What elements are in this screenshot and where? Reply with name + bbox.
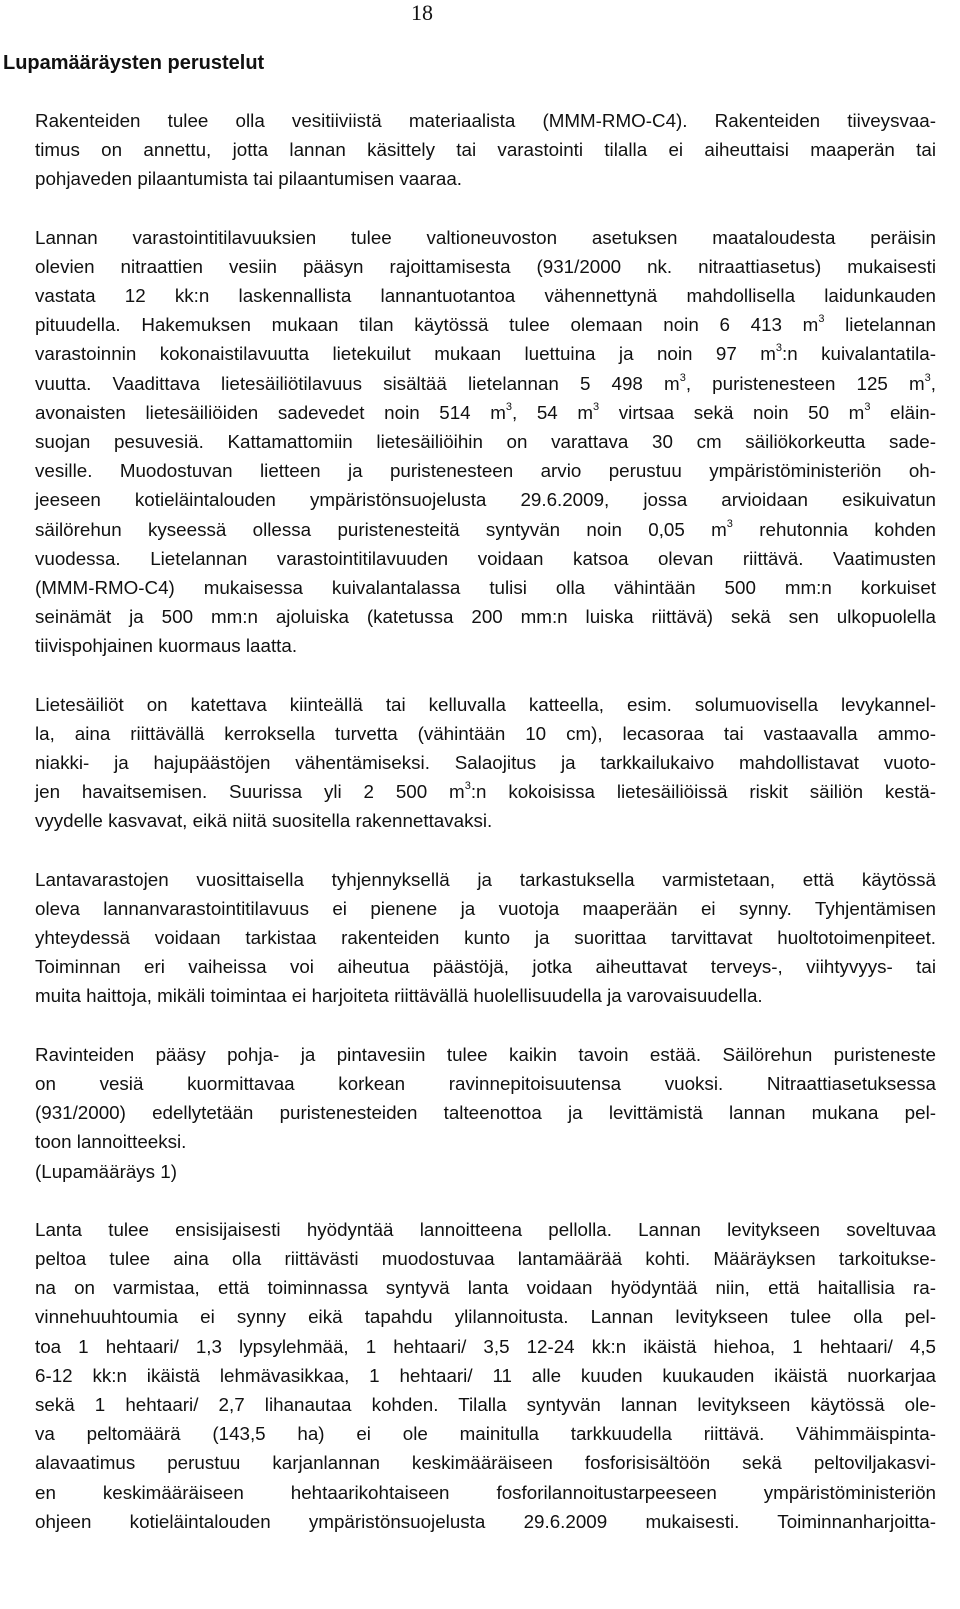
text-line: la, aina riittävällä kerroksella turvetta (vähintään 10 cm), lecasoraa tai vastaavalla ammo- [35, 722, 936, 744]
superscript: 3 [775, 342, 783, 355]
text-line: toa 1 hehtaari/ 1,3 lypsylehmää, 1 hehtaari/ 3,5 12-24 kk:n ikäistä hiehoa, 1 hehtaari/ 4,5 [35, 1335, 936, 1357]
paragraph [35, 1215, 936, 1536]
paragraph-gap [35, 661, 936, 690]
text-line: muita haittoja, mikäli toimintaa ei harjoiteta riittävällä huolellisuudella ja varovaisuudella. [35, 985, 763, 1007]
text-line: alavaatimus perustuu karjanlannan keskimääräiseen fosforisisältöön sekä peltoviljakasvi- [35, 1452, 936, 1474]
text-line: yhteydessä voidaan tarkistaa rakenteiden kunto ja suorittaa tarvittavat huoltotoimenpiteet. [35, 927, 936, 949]
text-line: jen havaitsemisen. Suurissa yli 2 500 $m^3:n$ kokoisissa lietesäiliöissä riskit säiliön kestä- [35, 780, 937, 803]
text-line: Lietesäiliöt on katettava kiinteällä tai kelluvalla katteella, esim. solumuovisella levykannel- [35, 693, 936, 715]
section-heading: Lupamääräysten perustelut [3, 52, 265, 74]
text-line: tiivispohjainen kuormaus laatta. [35, 635, 298, 657]
text-line: pituudella. Hakemuksen mukaan tilan käytössä tulee olemaan noin 6 413 $m^3$ lietelannan [35, 313, 936, 336]
text-line: en keskimääräiseen hehtaarikohtaiseen fosforilannoitustarpeeseen ympäristöministeriön [35, 1481, 936, 1503]
text-line: 6-12 kk:n ikäistä lehmävasikkaa, 1 hehtaari/ 11 alle kuuden kuukauden ikäistä nuorkarjaa [35, 1364, 936, 1386]
text-line: vyydelle kasvavat, eikä niitä suositella rakennettavaksi. [35, 810, 493, 832]
text-line: vinnehuuhtoumia ei synny eikä tapahdu ylilannoitusta. Lannan levitykseen tulee olla pel- [35, 1306, 936, 1328]
paragraph [35, 106, 936, 194]
text-line: Lannan varastointitilavuuksien tulee valtioneuvoston asetuksen maataloudesta peräisin [35, 226, 936, 248]
paragraph [35, 690, 936, 836]
text-line: varastoinnin kokonaistilavuutta lietekuilut mukaan luettuina ja noin 97 $m^3:n$ kuivalantatila- [35, 342, 936, 365]
text-line: Ravinteiden pääsy pohja- ja pintavesiin tulee kaikin tavoin estää. Säilörehun puristeneste [35, 1043, 936, 1065]
text-line: (Lupamääräys 1) [35, 1160, 177, 1182]
text-line: niakki- ja hajupäästöjen vähentämiseksi. Salaojitus ja tarkkailukaivo mahdollistavat vuoto- [35, 752, 936, 774]
superscript: 3 [593, 400, 600, 413]
paragraph [35, 1157, 936, 1186]
text-line: oleva lannanvarastointitilavuus ei pienene ja vuotoja maaperään ei synny. Tyhjentämisen [35, 897, 936, 919]
text-line: Lantavarastojen vuosittaisella tyhjennyksellä ja tarkastuksella varmistetaan, että käytössä [35, 868, 936, 890]
text-line: olevien nitraattien vesiin pääsyn rajoittamisesta (931/2000 nk. nitraattiasetus) mukaisesti [35, 255, 936, 277]
text-line: timus on annettu, jotta lannan käsittely tai varastointi tilalla ei aiheuttaisi maaperän tai [35, 139, 936, 161]
superscript: 3 [924, 371, 931, 384]
text-line: va peltomäärä (143,5 ha) ei ole mainitulla tarkkuudella riittävä. Vähimmäispinta- [35, 1423, 936, 1445]
paragraph [35, 865, 936, 1011]
text-line: (931/2000) edellytetään puristenesteiden talteenottoa ja levittämistä lannan mukana pel- [35, 1102, 936, 1124]
text-line: Rakenteiden tulee olla vesitiiviistä materiaalista (MMM-RMO-C4). Rakenteiden tiiveysvaa- [35, 110, 936, 131]
paragraph [35, 1040, 936, 1157]
superscript: 3 [818, 313, 825, 326]
paragraph-gap [35, 836, 936, 865]
page-number: 18 [411, 0, 433, 25]
text-line: (MMM-RMO-C4) mukaisessa kuivalantalassa tulisi olla vähintään 500 mm:n korkuiset [35, 577, 936, 599]
text-line: na on varmistaa, että toiminnassa syntyvä lanta voidaan hyödyntää niin, että haitallisia ra- [35, 1277, 936, 1299]
paragraph-gap [35, 1011, 936, 1040]
text-line: peltoa tulee aina olla riittävästi muodostuvaa lantamäärää kohti. Määräyksen tarkoitukse- [35, 1247, 936, 1269]
paragraph-gap [35, 1186, 936, 1215]
text-line: vastata 12 kk:n laskennallista lannantuotantoa vähennettynä mahdollisella laidunkauden [35, 285, 936, 307]
paragraph [35, 223, 936, 661]
text-line: toon lannoitteeksi. [35, 1131, 187, 1153]
superscript: 3 [679, 371, 686, 384]
superscript: 3 [726, 517, 733, 530]
text-line: vuodessa. Lietelannan varastointitilavuuden voidaan katsoa olevan riittävä. Vaatimusten [35, 547, 936, 569]
text-line: suojan pesuvesiä. Kattamattomiin lietesäiliöihin on varattava 30 cm säiliökorkeutta sade- [35, 431, 936, 453]
paragraph-gap [35, 194, 936, 223]
text-line: säilörehun kyseessä ollessa puristenesteitä syntyvän noin 0,05 $m^3$ rehutonnia kohden [35, 517, 936, 540]
text-line: jeeseen kotieläintalouden ympäristönsuojelusta 29.6.2009, jossa arvioidaan esikuivatun [35, 489, 936, 511]
text-line: Toiminnan eri vaiheissa voi aiheutua päästöjä, jotka aiheuttavat terveys-, viihtyvyys- tai [35, 956, 936, 978]
document-body [35, 106, 936, 1536]
superscript: 3 [864, 400, 871, 413]
superscript: 3 [505, 400, 513, 413]
text-line: pohjaveden pilaantumista tai pilaantumisen vaaraa. [35, 168, 463, 190]
text-line: ohjeen kotieläintalouden ympäristönsuojelusta 29.6.2009 mukaisesti. Toiminnanharjoitta- [35, 1510, 936, 1532]
text-line: sekä 1 hehtaari/ 2,7 lihanautaa kohden. Tilalla syntyvän lannan levitykseen käytössä ole- [35, 1393, 936, 1415]
text-line: vesille. Muodostuvan lietteen ja puristenesteen arvio perustuu ympäristöministeriön oh- [35, 460, 936, 482]
text-line: seinämät ja 500 mm:n ajoluiska (katetussa 200 mm:n luiska riittävä) sekä sen ulkopuolella [35, 606, 936, 628]
text-line: vuutta. Vaadittava lietesäiliötilavuus sisältää lietelannan 5 498 $m^3$, puristenesteen 125 $m^3$, [35, 371, 937, 394]
text-line: Lanta tulee ensisijaisesti hyödyntää lannoitteena pellolla. Lannan levitykseen soveltuvaa [35, 1218, 936, 1240]
superscript: 3 [464, 780, 471, 793]
text-line: avonaisten lietesäiliöiden sadevedet noin 514 $m^3$, 54 $m^3$ virtsaa sekä noin 50 $m^3$ eläin- [35, 400, 936, 423]
text-line: on vesiä kuormittavaa korkean ravinnepitoisuutensa vuoksi. Nitraattiasetuksessa [35, 1072, 936, 1094]
